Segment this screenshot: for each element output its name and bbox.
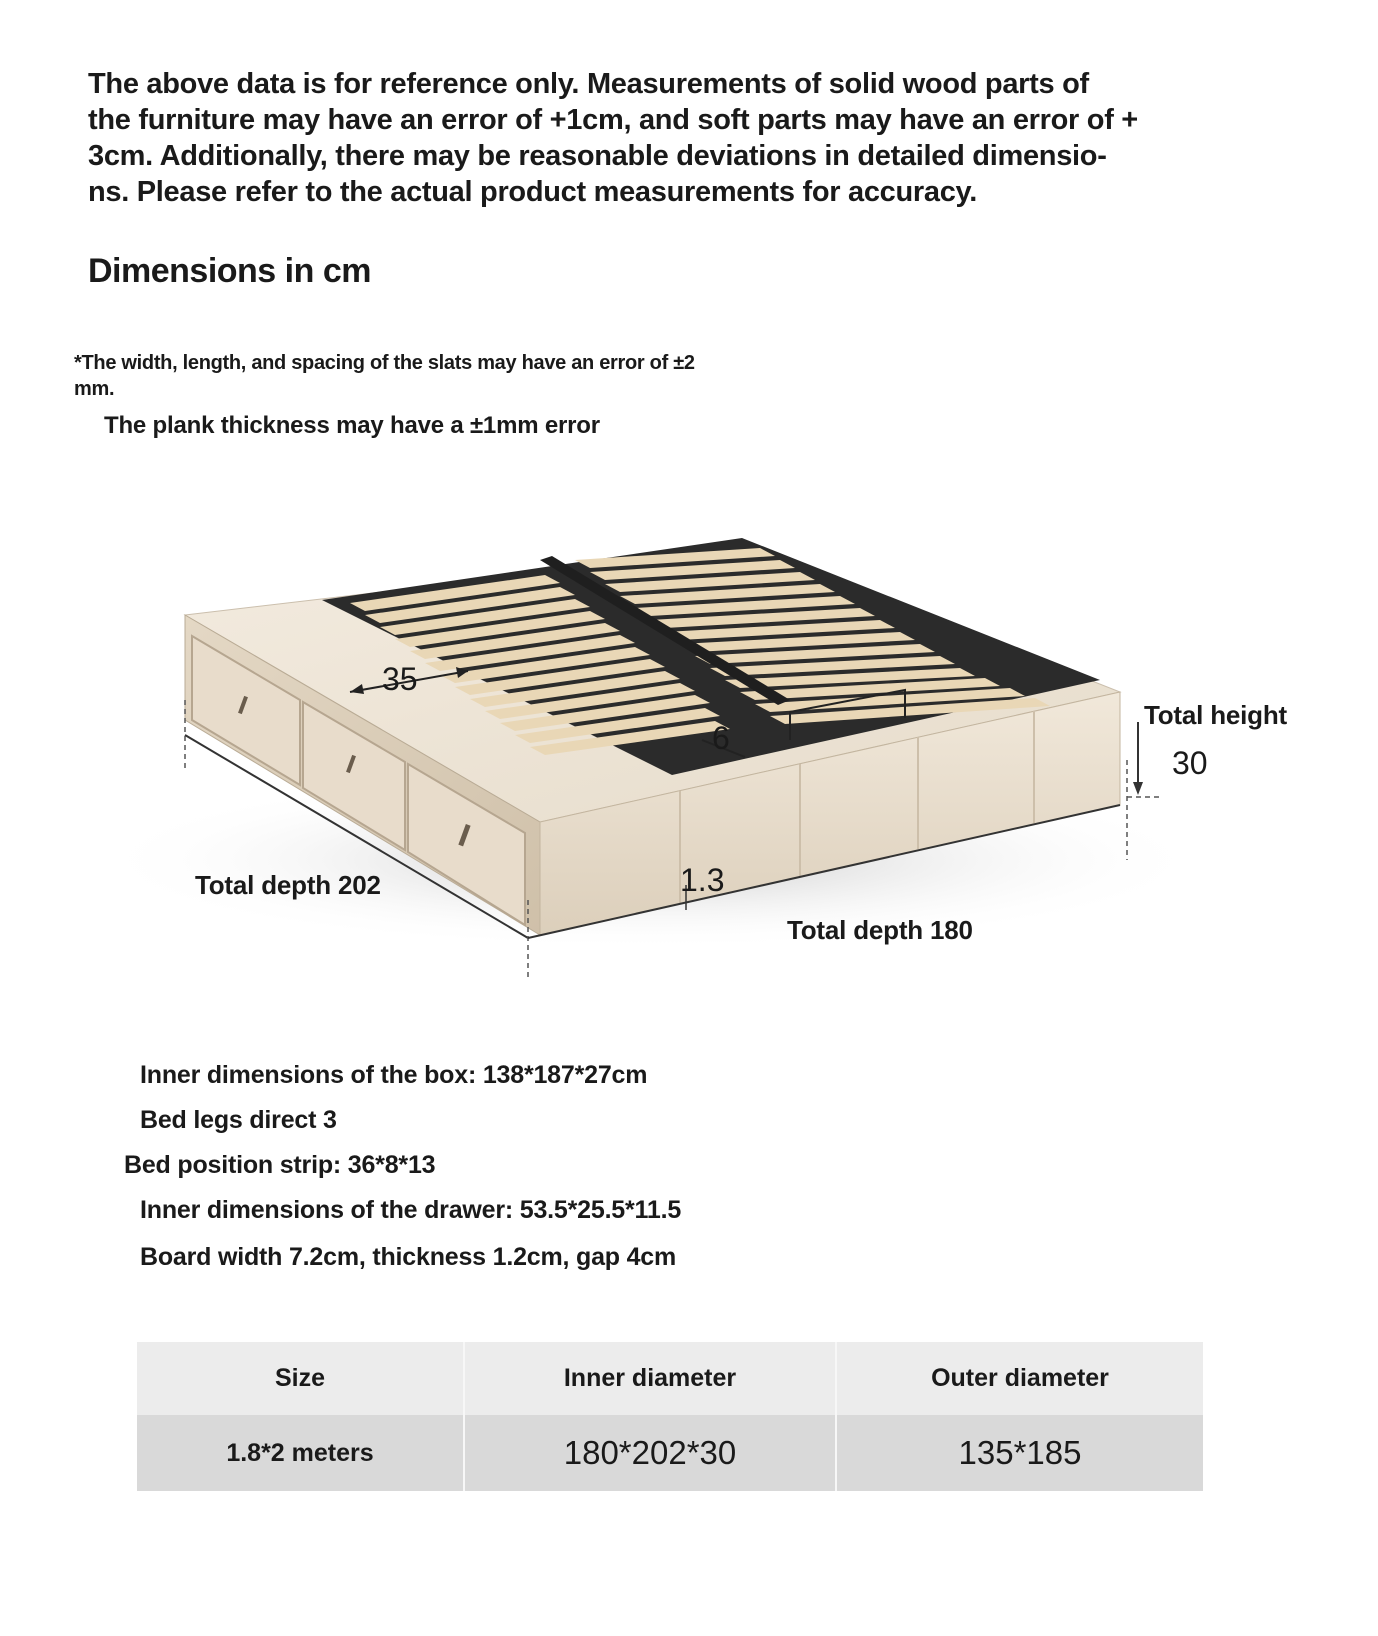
- slat-note-line: *The width, length, and spacing of the slats may have an error of ±2: [74, 352, 695, 374]
- total-height-value: 30: [1172, 745, 1208, 781]
- table-header-cell: Size: [274, 1364, 326, 1392]
- slat-spacing-label: 35: [382, 661, 418, 697]
- spec-line: Inner dimensions of the box: 138*187*27cm: [140, 1061, 648, 1089]
- table-divider: [463, 1342, 465, 1491]
- spec-line: Board width 7.2cm, thickness 1.2cm, gap 4cm: [140, 1243, 677, 1271]
- spec-line: Inner dimensions of the drawer: 53.5*25.5*11.5: [140, 1196, 682, 1224]
- table-row: [137, 1415, 1203, 1491]
- table-cell-size: 1.8*2 meters: [226, 1438, 374, 1467]
- depth-left-label: Total depth 202: [195, 870, 381, 900]
- table-header-cell: Outer diameter: [931, 1364, 1109, 1392]
- slat-width-label: 6: [712, 720, 730, 756]
- table-header-row: [137, 1342, 1203, 1415]
- disclaimer-line: The above data is for reference only. Measurements of solid wood parts of: [88, 68, 1089, 100]
- table-header-cell: Inner diameter: [563, 1364, 737, 1392]
- disclaimer-line: 3cm. Additionally, there may be reasonable deviations in detailed dimensio-: [88, 140, 1107, 172]
- table-cell-inner: 180*202*30: [563, 1434, 737, 1471]
- plank-error-note: The plank thickness may have a ±1mm error: [104, 412, 600, 439]
- size-table: [137, 1342, 1203, 1491]
- spec-line: Bed legs direct 3: [140, 1106, 337, 1134]
- table-divider: [835, 1342, 837, 1491]
- disclaimer-line: the furniture may have an error of +1cm, and soft parts may have an error of +: [88, 104, 1138, 136]
- slat-note-line: mm.: [74, 378, 115, 400]
- depth-front-label: Total depth 180: [787, 915, 973, 945]
- edge-thickness-label: 1.3: [680, 862, 725, 898]
- total-height-label: Total height: [1144, 700, 1287, 730]
- disclaimer-line: ns. Please refer to the actual product measurements for accuracy.: [88, 176, 977, 208]
- section-heading: Dimensions in cm: [88, 252, 371, 290]
- spec-line: Bed position strip: 36*8*13: [124, 1151, 436, 1179]
- table-cell-outer: 135*185: [958, 1434, 1082, 1471]
